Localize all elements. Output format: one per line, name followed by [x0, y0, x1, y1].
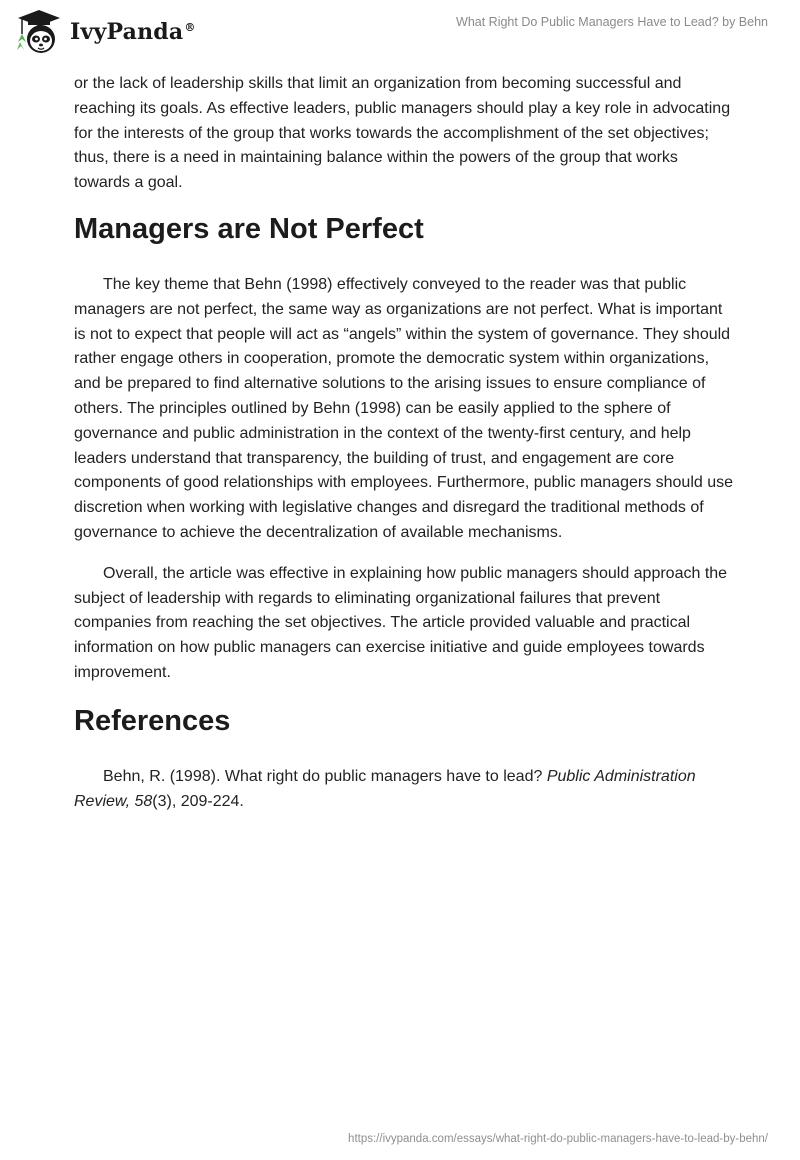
- managers-paragraph-2: Overall, the article was effective in explaining how public managers should approach the subject of leadership with regards to eliminating organizational failures that prevent companies from reaching the set objectives. The article provided valuable and practical information on how public managers can exercise initiative and guide employees towards improvement.: [74, 564, 728, 681]
- heading-managers-not-perfect: Managers are Not Perfect: [74, 212, 424, 245]
- essay-content: [74, 72, 734, 830]
- running-title: What Right Do Public Managers Have to Lead? by Behn: [456, 15, 768, 29]
- ivypanda-logo[interactable]: [14, 8, 196, 56]
- footer-url[interactable]: https://ivypanda.com/essays/what-right-do-public-managers-have-to-lead-by-behn/: [348, 1133, 768, 1145]
- reference-entry: [74, 765, 734, 815]
- page-header: [0, 0, 800, 64]
- intro-paragraph: or the lack of leadership skills that limit an organization from becoming successful and reaching its goals. As effective leaders, public managers should play a key role in advocating for the interests of the group that works towards the accomplishment of the set objectives; thus, there is a need in maintaining balance within the powers of the group that works towards a goal.: [74, 75, 731, 192]
- panda-graduate-icon: [14, 8, 64, 56]
- logo-wordmark: IvyPanda®: [70, 19, 196, 45]
- reference-tail: (3), 209-224.: [152, 792, 244, 810]
- heading-references: References: [74, 704, 231, 737]
- reference-journal: Public Administration Review, 58: [74, 767, 696, 810]
- managers-paragraph-1: The key theme that Behn (1998) effectively conveyed to the reader was that public managers are not perfect, the same way as organizations are not perfect. What is important is not to expect that people will act as “angels” within the system of governance. They should rather engage others in cooperation, promote the democratic system within organizations, and be prepared to find alternative solutions to the arising issues to ensure compliance of others. The principles outlined by Behn (1998) can be easily applied to the sphere of governance and public administration in the context of the twenty-first century, and help leaders understand that transparency, the building of trust, and engagement are core components of good relationships with employees. Furthermore, public managers should use discretion when working with legislative changes and disregard the traditional methods of governance to achieve the decentralization of available mechanisms.: [74, 275, 734, 541]
- reference-lead: Behn, R. (1998). What right do public managers have to lead?: [103, 767, 547, 785]
